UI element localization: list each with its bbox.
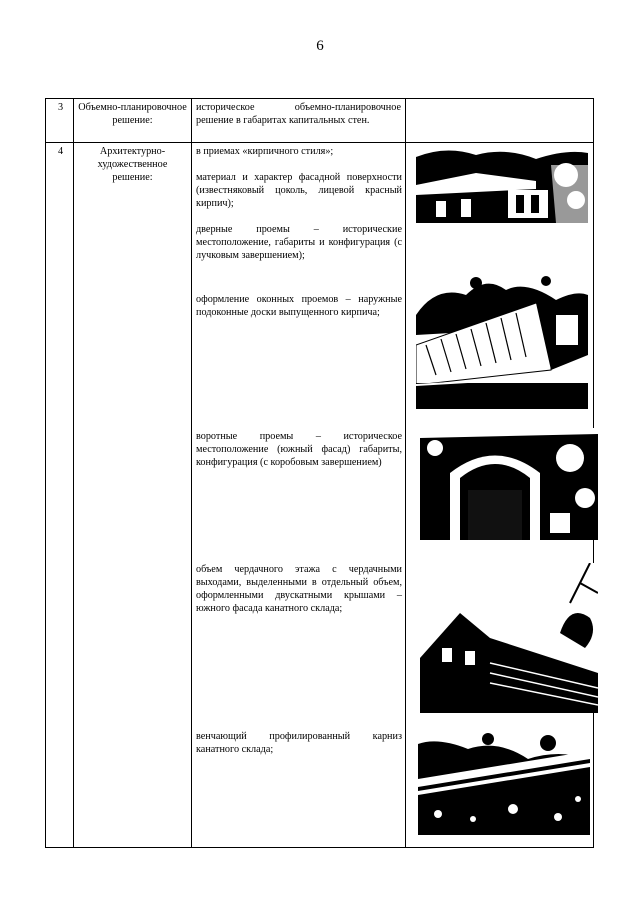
description-paragraph: материал и характер фасадной поверхности (известняковый цоколь, лицевой красный кирпич); <box>196 172 402 209</box>
window-sill-photo-icon <box>416 275 588 409</box>
description-paragraph: в приемах «кирпичного стиля»; <box>196 146 334 157</box>
building-facade-photo-icon <box>416 145 588 223</box>
description-paragraph: оформление оконных проемов – наружные подоконные доски выпущенного кирпича; <box>196 294 402 318</box>
table-row-3 <box>46 99 594 143</box>
attic-dormer-photo-icon <box>420 563 598 713</box>
row-description <box>192 143 406 848</box>
table-row-4 <box>46 143 594 848</box>
page-number: 6 <box>316 38 324 54</box>
description-block <box>196 430 402 482</box>
row-description: историческое объемно-планировочное решение в габаритах капитальных стен. <box>192 99 406 143</box>
description-block <box>196 730 402 769</box>
description-block <box>196 563 402 628</box>
row-name: Объемно-планировочное решение: <box>74 99 192 143</box>
row-photo-cell <box>406 99 594 143</box>
description-block <box>196 293 402 332</box>
row-number: 3 <box>46 99 74 143</box>
description-paragraph: дверные проемы – исторические местоположение, габариты и конфигурация (с лучковым завершением); <box>196 224 402 261</box>
row-name: Архитектурно-художественное решение: <box>74 143 192 848</box>
description-paragraph: воротные проемы – историческое местоположение (южный фасад) габариты, конфигурация (с коробовым завершением) <box>196 431 402 468</box>
description-block <box>196 145 402 275</box>
description-paragraph: венчающий профилированный карниз канатного склада; <box>196 731 402 755</box>
row-photo-cell <box>406 143 594 848</box>
cornice-photo-icon <box>418 729 590 835</box>
arched-gate-photo-icon <box>420 428 598 540</box>
description-paragraph: объем чердачного этажа с чердачными выходами, выделенными в отдельный объем, оформленными двускатными крышами – южного фасада канатного склада; <box>196 564 402 614</box>
row-number: 4 <box>46 143 74 848</box>
heritage-features-table <box>45 98 594 848</box>
